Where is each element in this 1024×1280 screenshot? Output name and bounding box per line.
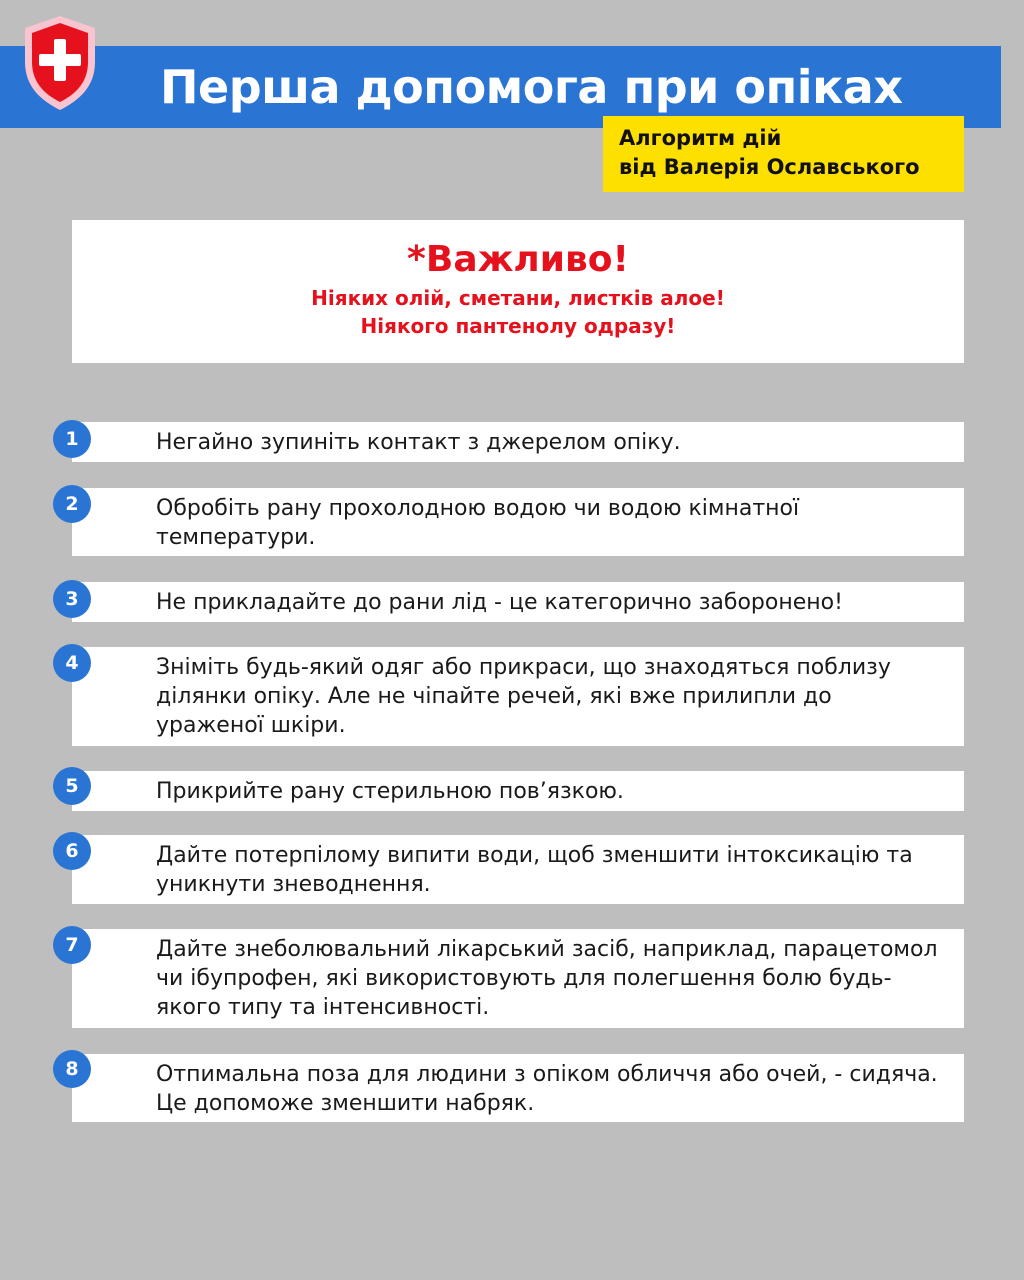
step-number-badge: 4	[53, 644, 91, 682]
step-card	[72, 835, 964, 904]
step-number-badge: 8	[53, 1050, 91, 1088]
warning-text: Ніякого пантенолу одразу!	[360, 314, 676, 338]
warning-card	[72, 220, 964, 363]
step-number-badge: 2	[53, 485, 91, 523]
subtitle-line: Алгоритм дій	[619, 126, 782, 150]
step-number-badge: 3	[53, 580, 91, 618]
warning-text: Ніяких олій, сметани, листків алое!	[311, 286, 725, 310]
step-text: Дайте знеболювальний лікарський засіб, наприклад, парацетомол чи ібупрофен, які використовують для полегшення болю будь-якого типу та інтенсивності.	[156, 937, 938, 1020]
step-text: Обробіть рану прохолодною водою чи водою кімнатної температури.	[156, 496, 800, 550]
subtitle-author: від Валерія Ославського	[619, 155, 920, 179]
step-number-badge: 5	[53, 767, 91, 805]
step-card	[72, 647, 964, 746]
step-text: Отпимальна поза для людини з опіком обличчя або очей, - сидяча. Це допоможе зменшити набряк.	[156, 1062, 938, 1116]
step-number-badge: 7	[53, 926, 91, 964]
step-text: Зніміть будь-який одяг або прикраси, що знаходяться поблизу ділянки опіку. Але не чіпайте речей, які вже прилипли до ураженої шкіри.	[156, 655, 891, 738]
warning-title: *Важливо!	[407, 239, 629, 280]
step-card	[72, 771, 964, 811]
step-text: Дайте потерпілому випити води, щоб зменшити інтоксикацію та уникнути зневоднення.	[156, 843, 913, 897]
page-title: Перша допомога при опіках	[160, 60, 903, 114]
step-card	[72, 582, 964, 622]
step-text: Негайно зупиніть контакт з джерелом опіку.	[156, 430, 681, 455]
step-card	[72, 929, 964, 1028]
step-card	[72, 422, 964, 462]
step-number-badge: 1	[53, 420, 91, 458]
step-card	[72, 488, 964, 556]
step-text: Прикрийте рану стерильною пов’язкою.	[156, 779, 624, 804]
step-card	[72, 1054, 964, 1122]
step-text: Не прикладайте до рани лід - це категорично заборонено!	[156, 590, 843, 615]
step-number-badge: 6	[53, 832, 91, 870]
shield-cross-icon	[22, 14, 98, 112]
subtitle-box	[603, 116, 964, 192]
